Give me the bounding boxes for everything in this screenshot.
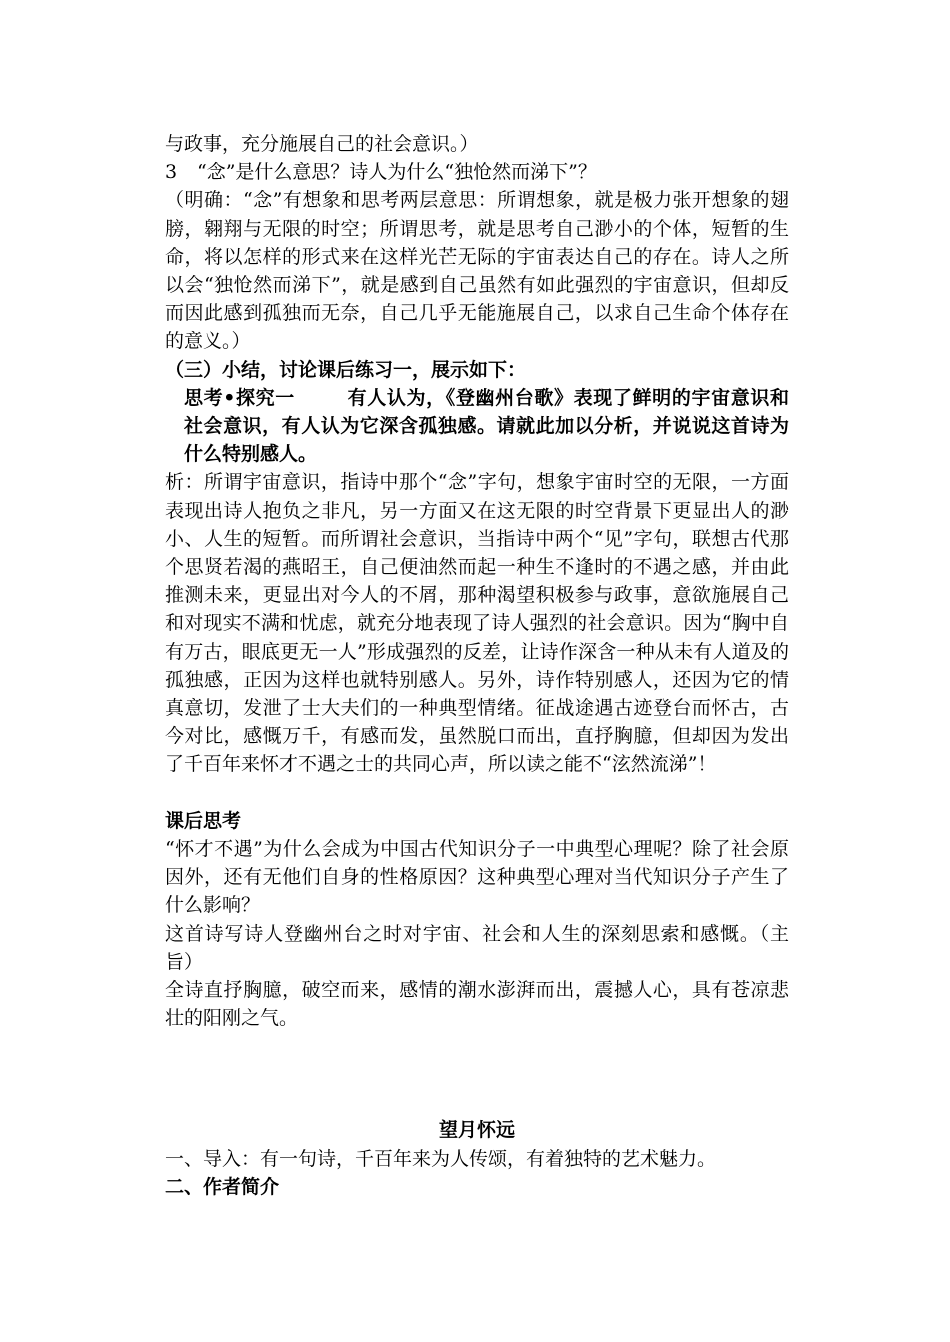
question-3	[165, 158, 789, 186]
after-class-question: “怀才不遇”为什么会成为中国古代知识分子一中典型心理呢？除了社会原因外，还有无他们自身的性格原因？这种典型心理对当代知识分子产生了什么影响？	[165, 838, 789, 917]
question-number: 3	[165, 161, 178, 184]
exercise-text: 有人认为，《登幽州台歌》表现了鲜明的宇宙意识和社会意识，有人认为它深含孤独感。请就此加以分析，并说说这首诗为什么特别感人。	[184, 386, 789, 466]
paragraph-continuation: 与政事，充分施展自己的社会意识。）	[165, 133, 479, 155]
author-heading: 二、作者简介	[165, 1175, 280, 1198]
analysis-paragraph: 析：所谓宇宙意识，指诗中那个“念”字句，想象宇宙时空的无限，一方面表现出诗人抱负之非凡，另一方面又在这无限的时空背景下更显出人的渺小、人生的短暂。而所谓社会意识，当指诗中两个“见”字句，联想古代那个思贤若渴的燕昭王，自己便油然而起一种生不逢时的不遇之感，并由此推测未来，更显出对今人的不屑，那种渴望积极参与政事，意欲施展自己和对现实不满和忧虑，就充分地表现了诗人强烈的社会意识。因为“胸中自有万古，眼底更无一人”形成强烈的反差，让诗作深含一种从未有人道及的孤独感，正因为这样也就特别感人。另外，诗作特别感人，还因为它的情真意切，发泄了士大夫们的一种典型情绪。征战途遇古迹登台而怀古，古今对比，感慨万千，有感而发，虽然脱口而出，直抒胸臆，但却因为发出了千百年来怀才不遇之士的共同心声，所以读之能不“泫然流涕”！	[165, 471, 789, 776]
exercise-label: 思考•探究一	[184, 386, 295, 409]
document-page	[165, 130, 789, 1201]
style-paragraph: 全诗直抒胸臆，破空而来，感情的潮水澎湃而出，震撼人心，具有苍凉悲壮的阳刚之气。	[165, 979, 789, 1030]
after-class-heading: 课后思考	[165, 809, 242, 832]
summary-heading: （三）小结，讨论课后练习一，展示如下：	[165, 358, 527, 381]
exercise-paragraph	[165, 384, 789, 469]
theme-paragraph: 这首诗写诗人登幽州台之时对宇宙、社会和人生的深刻思索和感慨。（主旨）	[165, 922, 789, 973]
section-title: 望月怀远	[438, 1119, 515, 1142]
intro-paragraph: 一、导入：有一句诗，千百年来为人传颂，有着独特的艺术魅力。	[165, 1147, 717, 1170]
answer-paragraph: （明确：“念”有想象和思考两层意思：所谓想象，就是极力张开想象的翅膀，翱翔与无限的时空；所谓思考，就是思考自己渺小的个体，短暂的生命，将以怎样的形式来在这样光芒无际的宇宙表达自己的存在。诗人之所以会“独怆然而涕下”，就是感到自己虽然有如此强烈的宇宙意识，但却反而因此感到孤独而无奈，自己几乎无能施展自己，以求自己生命个体存在的意义。）	[165, 189, 789, 353]
question-text: “念”是什么意思？诗人为什么“独怆然而涕下”？	[197, 161, 597, 184]
